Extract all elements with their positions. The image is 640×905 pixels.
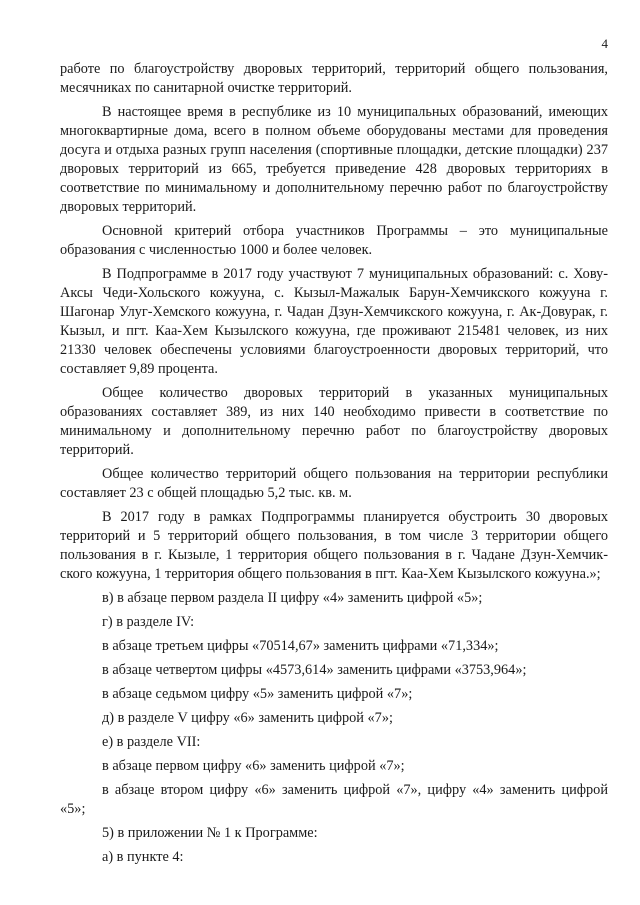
page-number: 4: [601, 36, 608, 51]
document-body: [60, 60, 608, 872]
list-item: в абзаце третьем цифры «70514,67» заменить цифрами «71,334»;: [102, 638, 499, 654]
paragraph-2017-plan: В 2017 году в рамках Подпрограммы планируется обустроить 30 дворовых территорий и 5 территорий общего пользования, в том числе 3 территории общего пользования в г. Кызыле, 1 территория общего пользования в г. Чадане Дзун-Хемчик-ского кожууна, 1 территория общего пользования в пгт. Каа-Хем Кызылского кожууна.»;: [60, 509, 608, 582]
paragraph-selection-criterion: Основной критерий отбора участников Программы – это муниципальные образования с численностью 1000 и более человек.: [60, 223, 608, 258]
paragraph-participants: В Подпрограмме в 2017 году участвуют 7 муниципальных образований: с. Хову-Аксы Чеди-Хольского кожууна, с. Кызыл-Мажалык Барун-Хемчикского кожууна г. Шагонар Улуг-Хемского кожууна, г. Чадан Дзун-Хемчикского кожууна, г. Ак-Довурак, г. Кызыл, и пгт. Каа-Хем Кызылского кожууна, где проживают 215481 человек, из них 21330 человек обеспечены условиями благоустроенности дворовых территорий, что составляет 9,89 процента.: [60, 266, 608, 377]
paragraph-public-territories: Общее количество территорий общего пользования на территории республики составляет 23 с общей площадью 5,2 тыс. кв. м.: [60, 466, 608, 501]
list-item: а) в пункте 4:: [102, 849, 184, 865]
list-item: 5) в приложении № 1 к Программе:: [102, 825, 318, 841]
paragraph-continuation: работе по благоустройству дворовых территорий, территорий общего пользования, месячниках по санитарной очистке территорий.: [60, 61, 608, 96]
list-item: в абзаце первом цифру «6» заменить цифрой «7»;: [102, 758, 405, 774]
paragraph-yard-territories: Общее количество дворовых территорий в указанных муниципальных образованиях составляет 389, из них 140 необходимо привести в соответствие по минимальному и дополнительному перечню работ по благоустройству дворовых территорий.: [60, 385, 608, 458]
list-item: в абзаце четвертом цифры «4573,614» заменить цифрами «3753,964»;: [102, 662, 527, 678]
paragraph-current-state: В настоящее время в республике из 10 муниципальных образований, имеющих многоквартирные дома, всего в полном объеме оборудованы местами для проведения досуга и отдыха разных групп населения (спортивные площадки, детские площадки) 237 дворовых территорий из 665, требуется приведение 428 дворовых территориях в соответствие по минимальному и дополнительному перечню работ по благоустройству дворовых территорий.: [60, 104, 608, 215]
list-item: е) в разделе VII:: [102, 734, 201, 750]
list-item: д) в разделе V цифру «6» заменить цифрой «7»;: [102, 710, 393, 726]
list-item: в абзаце втором цифру «6» заменить цифрой «7», цифру «4» заменить цифрой «5»;: [60, 782, 608, 817]
list-item: г) в разделе IV:: [102, 614, 195, 630]
list-item: в) в абзаце первом раздела II цифру «4» заменить цифрой «5»;: [102, 590, 483, 606]
list-item: в абзаце седьмом цифру «5» заменить цифрой «7»;: [102, 686, 413, 702]
